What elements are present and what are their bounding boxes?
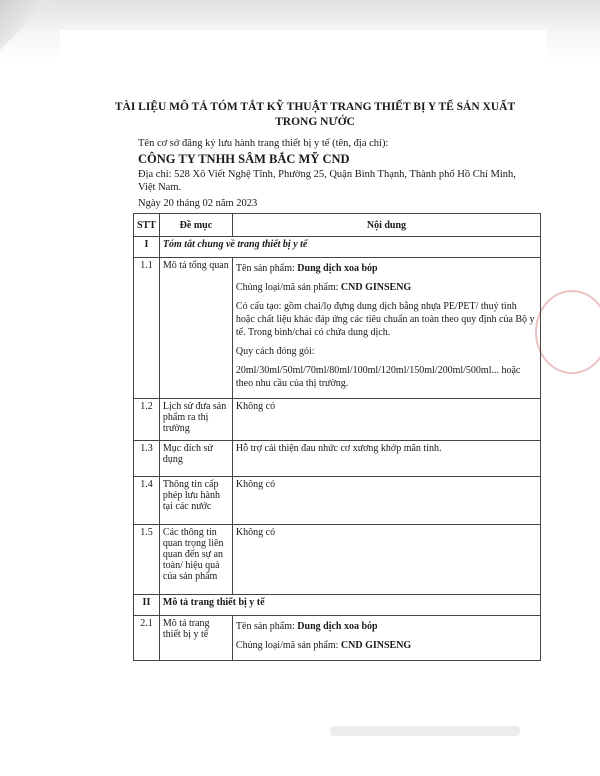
row-number: 1.3 xyxy=(134,441,160,477)
footer-smudge xyxy=(330,726,520,736)
product-model-line xyxy=(236,639,537,652)
section-row-2 xyxy=(134,595,541,616)
section-number: I xyxy=(134,237,160,258)
product-name-prefix: Tên sản phẩm: xyxy=(235,263,298,274)
product-name-line xyxy=(236,620,537,633)
table-row xyxy=(134,525,541,595)
product-name-value: Dung dịch xoa bóp xyxy=(297,263,378,274)
page-fold-corner xyxy=(0,0,60,50)
table-row xyxy=(134,441,541,477)
table-header-row xyxy=(134,214,541,237)
table-row xyxy=(134,399,541,441)
row-label: Thông tin cấp phép lưu hành tại các nước xyxy=(159,477,232,525)
section-title: Mô tả trang thiết bị y tế xyxy=(159,595,540,616)
product-model-value: CND GINSENG xyxy=(340,640,412,651)
row-content xyxy=(232,616,540,661)
packaging-value: 20ml/30ml/50ml/70ml/80ml/100ml/120ml/150ml/200ml/500ml... hoặc theo nhu cầu của thị trường. xyxy=(235,365,521,389)
row-content xyxy=(232,258,540,399)
product-model-line xyxy=(236,281,537,294)
table-row xyxy=(134,477,541,525)
row-number: 1.4 xyxy=(134,477,160,525)
title-line-2: TRONG NƯỚC xyxy=(275,116,355,128)
red-seal-stamp xyxy=(535,290,600,374)
product-name-line xyxy=(236,262,537,275)
header-noi-dung: Nội dung xyxy=(232,214,540,237)
packaging-label: Quy cách đóng gói: xyxy=(235,346,315,357)
product-model-prefix: Chủng loại/mã sản phẩm: xyxy=(235,640,341,651)
section-number: II xyxy=(134,595,160,616)
title-line-1: TÀI LIỆU MÔ TẢ TÓM TẮT KỸ THUẬT TRANG THIẾT BỊ Y TẾ SẢN XUẤT xyxy=(114,101,516,113)
address-line-2: Việt Nam. xyxy=(138,182,182,193)
row-number: 2.1 xyxy=(134,616,160,661)
row-label: Mục đích sử dụng xyxy=(159,441,232,477)
product-model-prefix: Chủng loại/mã sản phẩm: xyxy=(235,282,341,293)
technical-summary-table xyxy=(133,213,541,661)
company-name: CÔNG TY TNHH SÂM BẮC MỸ CND xyxy=(138,152,350,166)
row-content: Không có xyxy=(232,477,540,525)
row-number: 1.5 xyxy=(134,525,160,595)
product-model-value: CND GINSENG xyxy=(340,282,412,293)
registrant-label: Tên cơ sở đăng ký lưu hành trang thiết bị y tế (tên, địa chỉ): xyxy=(138,138,389,149)
section-title: Tóm tắt chung về trang thiết bị y tế xyxy=(159,237,540,258)
row-label: Lịch sử đưa sản phẩm ra thị trường xyxy=(159,399,232,441)
product-name-prefix: Tên sản phẩm: xyxy=(235,621,298,632)
document-date: Ngày 20 tháng 02 năm 2023 xyxy=(138,198,258,209)
header-stt: STT xyxy=(134,214,160,237)
row-number: 1.1 xyxy=(134,258,160,399)
product-structure: Có cấu tạo: gồm chai/lọ đựng dung dịch bằng nhựa PE/PET/ thuỷ tinh hoặc chất liệu khác đáp ứng các tiêu chuẩn an toàn theo quy định của Bộ y tế. Trong bình/chai có chứa dung dịch. xyxy=(235,301,535,338)
address-line-1: Địa chỉ: 528 Xô Viết Nghệ Tĩnh, Phường 25, Quận Bình Thạnh, Thành phố Hồ Chí Minh, xyxy=(138,169,516,180)
section-row-1 xyxy=(134,237,541,258)
row-content: Không có xyxy=(232,399,540,441)
row-label: Các thông tin quan trọng liên quan đến sự an toàn/ hiệu quả của sản phẩm xyxy=(159,525,232,595)
row-number: 1.2 xyxy=(134,399,160,441)
row-content: Không có xyxy=(232,525,540,595)
table-row xyxy=(134,258,541,399)
product-name-value: Dung dịch xoa bóp xyxy=(297,621,378,632)
row-label: Mô tả tổng quan xyxy=(159,258,232,399)
row-content: Hỗ trợ cải thiện đau nhức cơ xương khớp mãn tính. xyxy=(232,441,540,477)
header-de-muc: Đề mục xyxy=(159,214,232,237)
table-row xyxy=(134,616,541,661)
row-label: Mô tả trang thiết bị y tế xyxy=(159,616,232,661)
document-title xyxy=(80,100,550,130)
